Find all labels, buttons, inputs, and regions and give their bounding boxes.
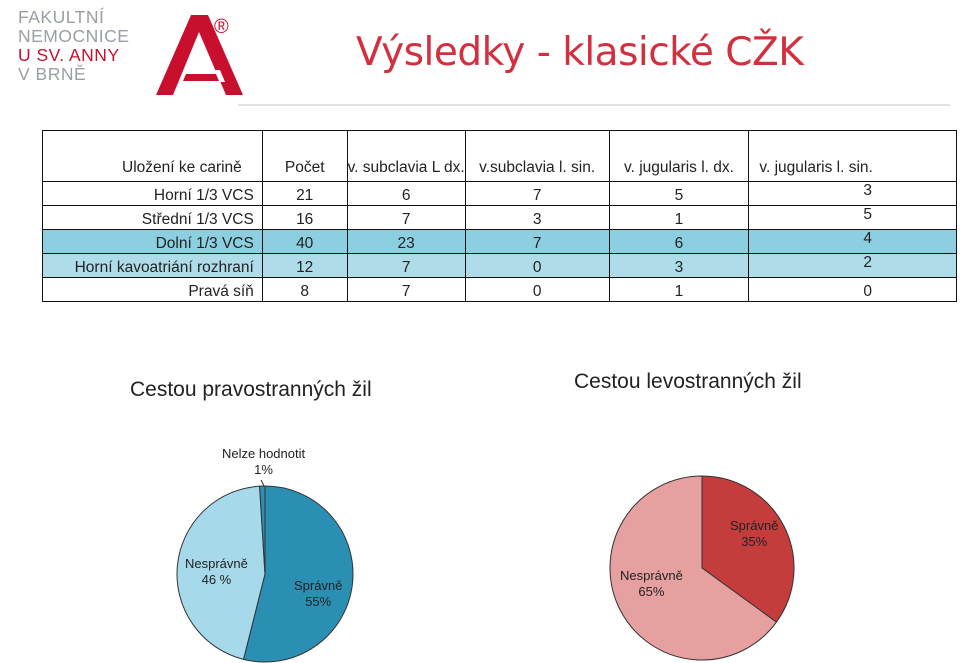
- slice-name: Nesprávně: [620, 568, 683, 583]
- logo-line-2: NEMOCNICE: [18, 26, 130, 46]
- table-cell: 7: [347, 254, 465, 278]
- table-cell: 0: [465, 254, 609, 278]
- row-label: Pravá síň: [43, 278, 263, 302]
- pie-title-left-veins: Cestou levostranných žil: [574, 370, 802, 393]
- table-cell: 0: [749, 278, 957, 302]
- header-cell: v. jugularis l. dx.: [609, 131, 749, 182]
- table-cell: 5: [609, 182, 749, 206]
- table-cell: 8: [262, 278, 347, 302]
- table-cell: 6: [347, 182, 465, 206]
- page-title: Výsledky - klasické CŽK: [356, 30, 804, 75]
- registered-mark: ®: [214, 16, 229, 38]
- slice-value: 46 %: [201, 572, 232, 587]
- pie-label-nespravne-right: [185, 556, 248, 588]
- header-cell: v.subclavia l. sin.: [465, 131, 609, 182]
- table-cell: 16: [262, 206, 347, 230]
- pie-label-spravne-left: [730, 518, 778, 550]
- slice-name: Nesprávně: [185, 556, 248, 571]
- table-cell: 23: [347, 230, 465, 254]
- slice-value: 55%: [305, 594, 332, 609]
- logo-line-1: FAKULTNÍ: [18, 7, 105, 27]
- table-cell: 7: [347, 278, 465, 302]
- slice-name: Nelze hodnotit: [222, 446, 306, 461]
- pie-label-nespravne-left: [620, 568, 683, 600]
- pie-label-nelze-hodnotit: [222, 446, 305, 478]
- table-cell: 5: [749, 206, 957, 230]
- table-cell: 40: [262, 230, 347, 254]
- table-cell: 1: [609, 278, 749, 302]
- table-cell: 7: [347, 206, 465, 230]
- pie-0-leader-line: [261, 480, 264, 486]
- pie-title-right-veins: Cestou pravostranných žil: [130, 378, 372, 401]
- slice-value: 35%: [741, 534, 768, 549]
- table-cell: 4: [749, 230, 957, 254]
- pie-label-spravne-right: [294, 578, 342, 610]
- logo-line-4: V BRNĚ: [18, 64, 87, 84]
- table-cell: 0: [465, 278, 609, 302]
- header-cell: v. jugularis l. sin.: [749, 131, 957, 182]
- table-cell: 12: [262, 254, 347, 278]
- slice-name: Správně: [730, 518, 779, 533]
- slice-value: 1%: [254, 462, 273, 477]
- row-label: Horní 1/3 VCS: [43, 182, 263, 206]
- table-cell: 21: [262, 182, 347, 206]
- table-cell: 7: [465, 182, 609, 206]
- row-label: Horní kavoatriání rozhraní: [43, 254, 263, 278]
- table-cell: 1: [609, 206, 749, 230]
- table-cell: 2: [749, 254, 957, 278]
- header-cell: v. subclavia L dx.: [347, 131, 465, 182]
- header-cell: Uložení ke carině: [43, 131, 263, 182]
- table-cell: 6: [609, 230, 749, 254]
- table-cell: 3: [465, 206, 609, 230]
- row-label: Dolní 1/3 VCS: [43, 230, 263, 254]
- table-cell: 7: [465, 230, 609, 254]
- row-label: Střední 1/3 VCS: [43, 206, 263, 230]
- logo-line-3: U SV. ANNY: [18, 45, 120, 65]
- header-cell: Počet: [262, 131, 347, 182]
- table-cell: 3: [749, 182, 957, 206]
- slice-value: 65%: [638, 584, 665, 599]
- table-cell: 3: [609, 254, 749, 278]
- slice-name: Správně: [294, 578, 343, 593]
